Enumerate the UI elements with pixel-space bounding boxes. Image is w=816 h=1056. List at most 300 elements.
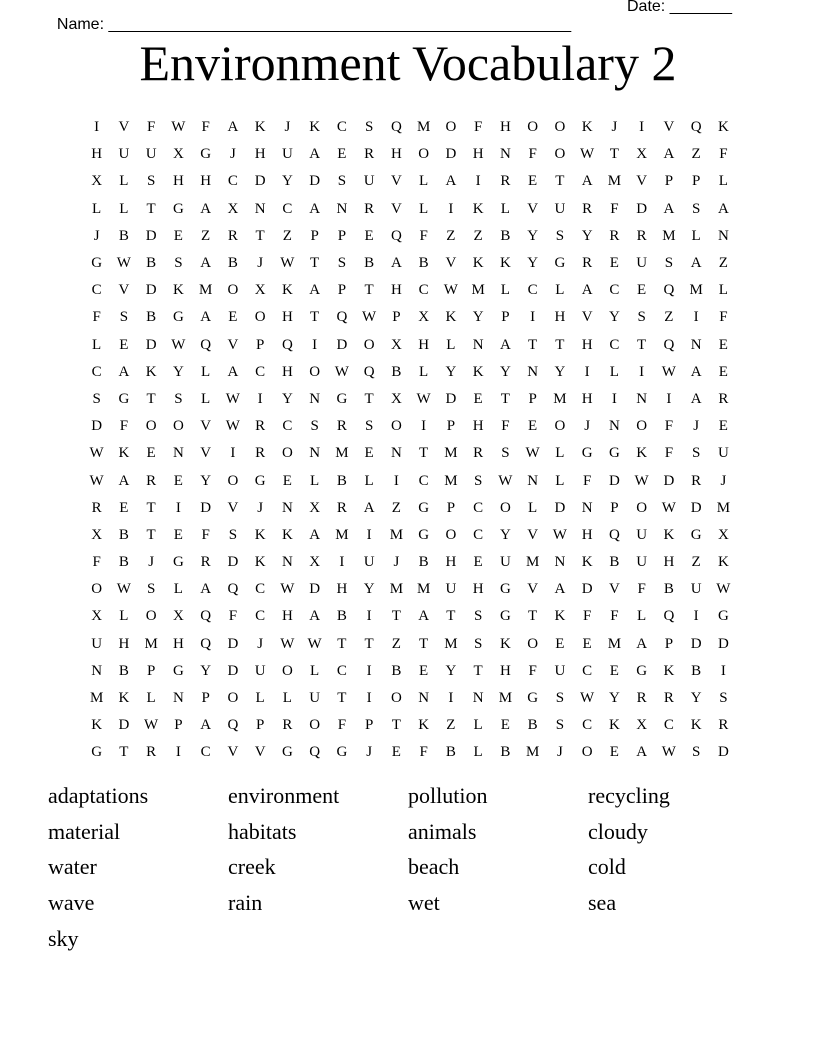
grid-letter: Z [691,146,701,163]
grid-letter: T [364,635,374,652]
grid-letter: S [310,418,319,435]
grid-row [83,386,737,413]
grid-letter: B [609,554,620,571]
grid-letter: Q [227,717,239,734]
grid-letter: T [364,390,374,407]
grid-letter: E [173,472,183,489]
word-list-item: rain [228,890,263,916]
grid-letter: A [309,200,321,217]
grid-letter: Y [608,690,620,707]
grid-letter: S [691,200,701,217]
grid-row [83,168,737,195]
grid-letter: Y [690,690,702,707]
grid-letter: X [91,173,103,190]
grid-letter: I [366,526,372,543]
grid-letter: N [254,200,266,217]
grid-letter: L [718,173,728,190]
grid-letter: F [201,526,210,543]
grid-letter: L [473,717,483,734]
grid-letter: C [336,662,347,679]
grid-letter: X [227,200,239,217]
grid-letter: O [281,662,293,679]
grid-letter: K [663,526,675,543]
grid-letter: G [418,526,430,543]
grid-letter: N [172,690,184,707]
grid-letter: I [720,662,726,679]
grid-letter: L [92,200,102,217]
grid-letter: N [472,336,484,353]
grid-letter: O [227,282,239,299]
grid-letter: V [390,173,402,190]
grid-letter: A [309,146,321,163]
grid-letter: R [663,690,674,707]
grid-letter: E [419,662,429,679]
grid-letter: B [663,581,674,598]
grid-letter: V [200,418,212,435]
grid-letter: N [717,227,729,244]
grid-letter: Z [282,227,292,244]
grid-letter: A [309,282,321,299]
grid-row [83,495,737,522]
grid-letter: K [554,608,566,625]
word-list-item: creek [228,854,276,880]
grid-letter: A [227,363,239,380]
grid-letter: P [446,418,456,435]
grid-letter: D [636,200,648,217]
grid-row [83,522,737,549]
grid-letter: B [500,744,511,761]
grid-letter: E [718,363,728,380]
grid-letter: I [175,744,181,761]
grid-letter: E [718,336,728,353]
grid-letter: R [255,418,266,435]
grid-letter: I [584,363,590,380]
grid-letter: V [118,282,130,299]
grid-letter: O [227,690,239,707]
grid-letter: T [555,336,565,353]
grid-letter: M [444,472,458,489]
grid-letter: I [366,690,372,707]
grid-letter: D [145,282,157,299]
grid-letter: O [527,119,539,136]
grid-letter: A [636,635,648,652]
grid-letter: N [581,499,593,516]
grid-letter: C [582,717,593,734]
grid-letter: R [636,690,647,707]
word-list-item: recycling [588,783,670,808]
grid-letter: B [391,662,402,679]
grid-letter: I [611,390,617,407]
grid-letter: B [500,227,511,244]
grid-letter: O [390,418,402,435]
grid-letter: P [664,173,674,190]
grid-letter: L [201,363,211,380]
grid-letter: I [393,472,399,489]
grid-letter: L [555,282,565,299]
grid-letter: S [174,390,183,407]
grid-letter: G [254,472,266,489]
word-list-item: water [48,854,97,880]
grid-letter: U [281,146,293,163]
grid-letter: T [419,635,429,652]
grid-row [83,658,737,685]
grid-letter: L [609,363,619,380]
grid-letter: C [200,744,211,761]
grid-letter: J [257,255,264,272]
grid-letter: U [254,662,266,679]
grid-letter: G [636,662,648,679]
grid-letter: B [527,717,538,734]
grid-letter: P [664,635,674,652]
grid-letter: K [499,635,511,652]
grid-letter: I [693,309,699,326]
grid-letter: V [608,581,620,598]
grid-letter: C [255,581,266,598]
grid-letter: X [418,309,430,326]
grid-letter: D [554,499,566,516]
grid-letter: I [693,608,699,625]
grid-letter: O [145,418,157,435]
grid-letter: F [228,608,238,625]
grid-letter: P [337,282,347,299]
word-list-item: cloudy [588,818,648,844]
grid-letter: S [146,173,156,190]
grid-letter: S [473,608,483,625]
grid-letter: G [717,608,729,625]
grid-letter: V [390,200,402,217]
grid-letter: G [499,608,511,625]
grid-letter: H [172,635,184,652]
grid-letter: V [200,445,212,462]
grid-letter: Q [663,608,675,625]
word-list-item: adaptations [48,783,149,808]
grid-letter: Y [581,227,593,244]
grid-letter: N [309,445,321,462]
grid-letter: H [581,336,593,353]
grid-row [83,359,737,386]
grid-letter: A [200,309,212,326]
word-list [48,781,768,959]
grid-letter: A [390,255,402,272]
grid-letter: F [146,119,156,136]
grid-letter: B [118,662,129,679]
grid-letter: T [473,662,483,679]
grid-letter: R [500,173,511,190]
grid-letter: L [92,336,102,353]
grid-letter: U [145,146,157,163]
grid-letter: R [255,445,266,462]
grid-letter: T [391,717,401,734]
grid-letter: S [501,445,510,462]
grid-letter: H [172,173,184,190]
grid-letter: T [255,227,265,244]
grid-letter: A [690,390,702,407]
grid-letter: K [91,717,103,734]
grid-letter: P [528,390,537,407]
grid-letter: S [555,717,565,734]
grid-letter: X [390,336,402,353]
grid-letter: T [310,255,320,272]
grid-letter: L [119,200,129,217]
grid-letter: J [229,146,236,163]
grid-letter: S [364,418,374,435]
grid-letter: B [336,608,347,625]
grid-letter: H [118,635,130,652]
grid-letter: W [116,581,131,598]
grid-letter: L [310,662,320,679]
grid-letter: B [146,255,157,272]
grid-letter: W [116,255,131,272]
grid-letter: W [634,472,649,489]
grid-letter: B [391,363,402,380]
grid-letter: U [717,445,729,462]
grid-letter: X [390,390,402,407]
word-list-item: beach [408,854,460,880]
grid-letter: Y [281,390,293,407]
grid-letter: V [227,744,239,761]
grid-letter: T [119,744,129,761]
grid-letter: I [475,173,481,190]
grid-letter: P [392,309,401,326]
grid-letter: D [309,581,321,598]
grid-letter: L [201,390,211,407]
grid-letter: F [610,200,619,217]
grid-letter: O [227,472,239,489]
grid-letter: A [663,200,675,217]
grid-letter: N [281,499,293,516]
grid-letter: T [419,445,429,462]
grid-letter: Y [363,581,375,598]
grid-letter: I [175,499,181,516]
grid-letter: X [172,608,184,625]
grid-letter: U [309,690,321,707]
grid-letter: O [581,744,593,761]
grid-letter: J [556,744,563,761]
word-list-item: habitats [228,818,297,844]
grid-letter: U [554,200,566,217]
grid-letter: G [554,255,566,272]
grid-letter: U [636,554,648,571]
grid-letter: H [200,173,212,190]
grid-letter: W [362,309,377,326]
grid-letter: F [528,662,537,679]
grid-letter: F [637,581,646,598]
grid-letter: S [691,445,701,462]
grid-letter: S [691,744,701,761]
grid-letter: Y [200,472,212,489]
grid-letter: R [582,200,593,217]
grid-letter: X [636,146,648,163]
grid-letter: H [254,146,266,163]
grid-letter: I [366,608,372,625]
grid-letter: G [418,499,430,516]
grid-letter: U [363,554,375,571]
grid-letter: I [530,309,536,326]
grid-letter: T [391,608,401,625]
grid-letter: A [118,363,130,380]
grid-letter: P [610,499,619,516]
grid-letter: B [227,255,238,272]
grid-letter: S [664,255,674,272]
grid-letter: I [421,418,427,435]
grid-letter: T [146,200,156,217]
grid-letter: H [554,309,566,326]
grid-letter: I [339,554,345,571]
grid-row [83,141,737,168]
word-list-item: wave [48,890,95,916]
grid-letter: M [716,499,731,516]
grid-letter: B [146,309,157,326]
grid-letter: G [581,445,593,462]
grid-letter: J [584,418,591,435]
grid-letter: M [416,581,431,598]
grid-letter: O [499,499,511,516]
grid-letter: P [446,499,456,516]
grid-letter: O [309,363,321,380]
grid-letter: L [419,173,429,190]
grid-letter: M [607,173,622,190]
grid-letter: O [418,146,430,163]
grid-letter: U [499,554,511,571]
grid-letter: M [389,526,404,543]
grid-letter: Z [446,717,456,734]
grid-letter: F [664,445,674,462]
grid-letter: R [364,200,375,217]
word-list-item: sky [48,925,79,951]
grid-letter: M [335,445,349,462]
grid-letter: R [582,255,593,272]
grid-letter: Q [281,336,293,353]
grid-letter: M [525,554,540,571]
grid-letter: W [225,418,240,435]
grid-letter: M [144,635,158,652]
grid-letter: V [527,200,539,217]
grid-letter: L [500,282,510,299]
grid-letter: F [419,227,428,244]
grid-letter: E [637,282,647,299]
grid-letter: K [118,690,130,707]
grid-row [83,332,737,359]
grid-letter: I [230,445,236,462]
grid-letter: X [309,554,321,571]
grid-letter: F [610,608,619,625]
grid-letter: Z [718,255,728,272]
grid-letter: J [720,472,727,489]
grid-letter: W [225,390,240,407]
grid-letter: T [146,526,156,543]
grid-letter: F [582,608,592,625]
grid-letter: C [609,282,620,299]
grid-letter: V [527,526,539,543]
grid-letter: C [91,363,102,380]
grid-letter: D [254,173,266,190]
grid-letter: G [690,526,702,543]
grid-letter: D [91,418,103,435]
grid-letter: P [364,717,374,734]
grid-letter: K [172,282,184,299]
grid-letter: A [445,173,457,190]
grid-letter: M [198,282,213,299]
grid-row [83,603,737,630]
grid-letter: D [608,472,620,489]
grid-letter: Y [499,526,511,543]
grid-letter: C [609,336,620,353]
grid-letter: G [172,554,184,571]
grid-letter: F [92,554,101,571]
grid-letter: E [500,717,510,734]
grid-letter: R [91,499,102,516]
grid-letter: O [363,336,375,353]
grid-letter: S [146,581,156,598]
grid-letter: Q [227,581,239,598]
grid-letter: F [719,309,728,326]
grid-letter: D [717,635,729,652]
grid-letter: Y [445,363,457,380]
grid-letter: F [501,418,510,435]
grid-letter: A [499,336,511,353]
grid-letter: E [555,635,565,652]
grid-letter: T [146,499,156,516]
grid-letter: Q [663,282,675,299]
grid-letter: N [636,390,648,407]
grid-letter: F [119,418,129,435]
grid-letter: Q [390,119,402,136]
grid-letter: S [637,309,646,326]
grid-letter: N [499,146,511,163]
word-list-item: environment [228,783,340,808]
grid-letter: T [609,146,619,163]
grid-letter: B [418,554,429,571]
grid-letter: A [690,255,702,272]
grid-letter: S [719,690,728,707]
grid-letter: A [363,499,375,516]
grid-letter: T [528,336,538,353]
grid-letter: G [336,390,348,407]
grid-letter: R [718,717,729,734]
grid-row [83,223,737,250]
grid-letter: R [636,227,647,244]
grid-letter: R [227,227,238,244]
grid-letter: K [254,119,266,136]
grid-letter: A [227,119,239,136]
grid-letter: L [255,690,265,707]
grid-letter: F [528,146,537,163]
grid-letter: A [636,744,648,761]
grid-letter: A [200,200,212,217]
word-list-item: animals [408,818,477,844]
grid-letter: K [418,717,430,734]
grid-letter: Z [691,554,701,571]
grid-letter: N [172,445,184,462]
grid-letter: I [366,662,372,679]
grid-letter: N [309,390,321,407]
grid-letter: D [690,635,702,652]
grid-letter: T [555,173,565,190]
grid-letter: S [174,255,183,272]
grid-letter: W [580,146,595,163]
grid-letter: W [89,445,104,462]
grid-letter: E [609,744,619,761]
grid-letter: J [611,119,618,136]
grid-letter: X [91,608,103,625]
grid-letter: D [445,390,457,407]
grid-letter: O [527,635,539,652]
grid-letter: H [91,146,103,163]
grid-letter: A [309,526,321,543]
grid-row [83,413,737,440]
grid-letter: L [310,472,320,489]
grid-letter: O [390,690,402,707]
